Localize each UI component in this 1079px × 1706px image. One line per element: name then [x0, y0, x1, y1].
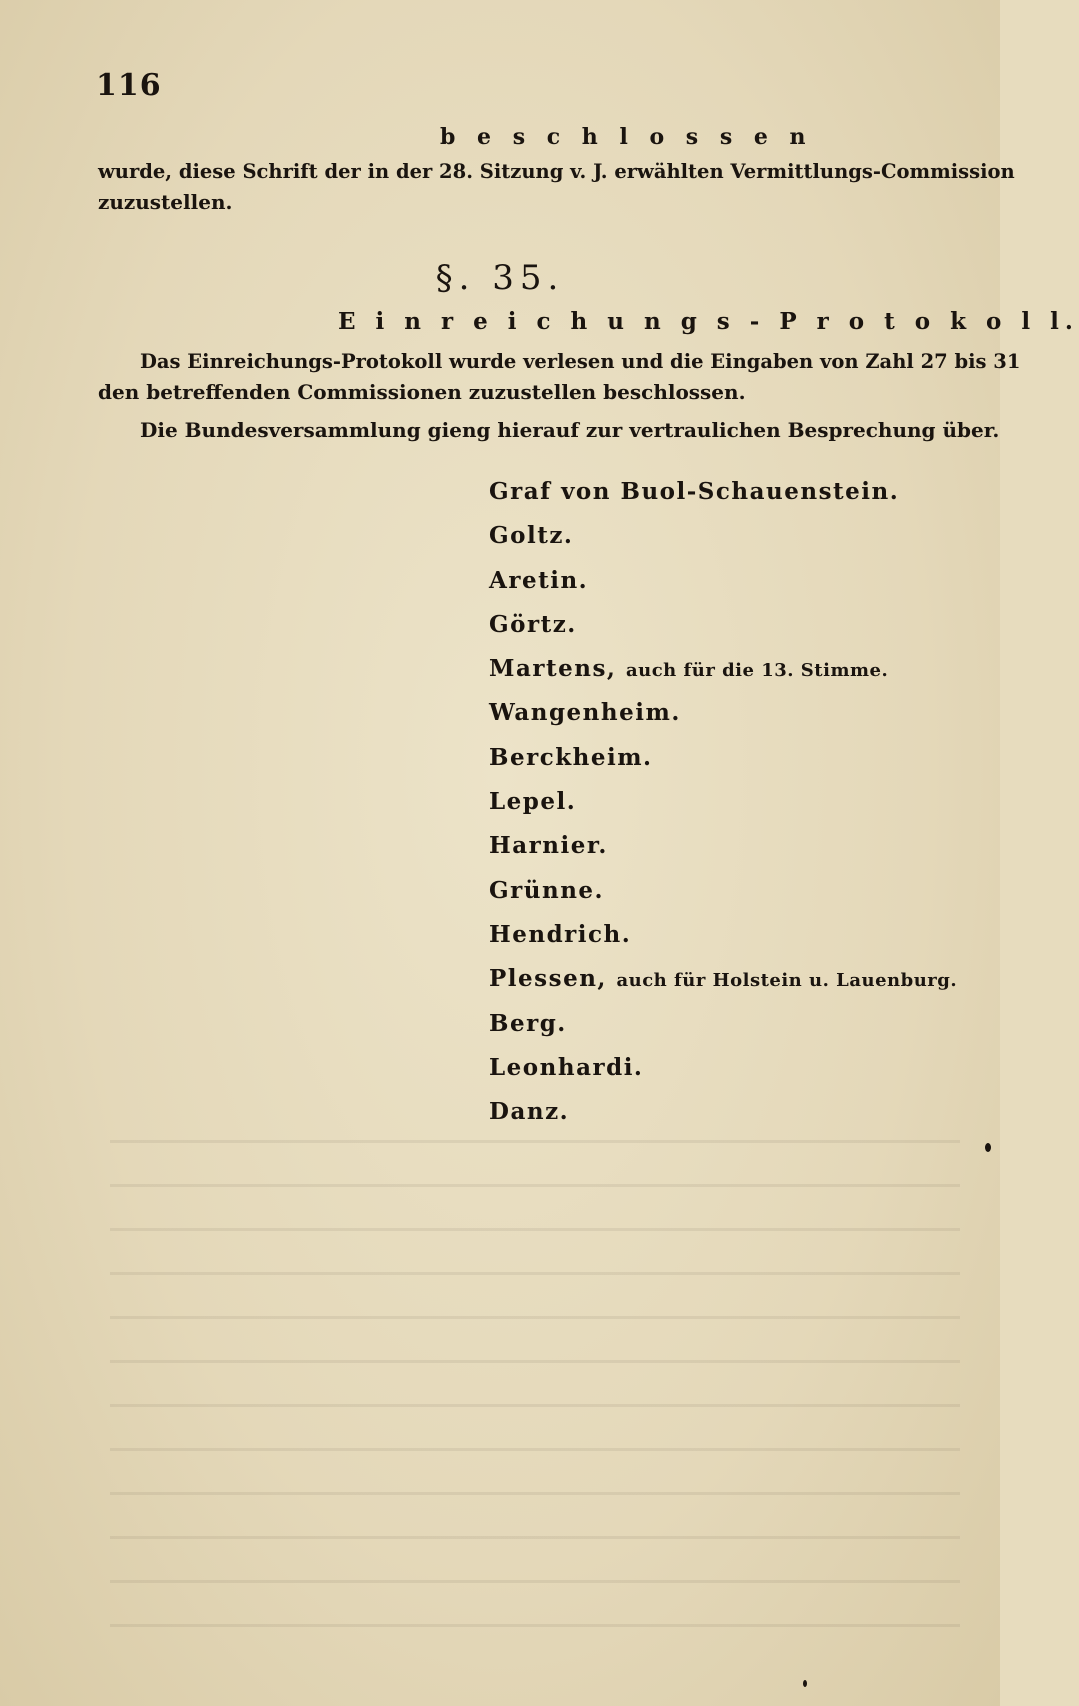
signatory-name: Plessen, [489, 965, 607, 993]
signature-line [489, 470, 957, 514]
section-number: §. 35. [435, 258, 565, 298]
signature-line [489, 559, 957, 603]
signatory-name: Grünne. [489, 876, 605, 904]
signatory-name: Harnier. [489, 832, 608, 860]
signatory-name: Leonhardi. [489, 1053, 644, 1081]
signature-line [489, 691, 957, 735]
show-through-text [110, 1140, 960, 1660]
signature-line [489, 913, 957, 957]
signatory-note: auch für die 13. Stimme. [625, 660, 889, 682]
page-number: 116 [96, 68, 162, 103]
resolution-heading: b e s c h l o s s e n [440, 124, 813, 150]
signature-line [489, 1046, 957, 1090]
signatory-name: Görtz. [489, 610, 577, 638]
signatory-name: Martens, [489, 655, 617, 683]
signature-line [489, 1002, 957, 1046]
signature-line [489, 647, 957, 691]
signature-line [489, 736, 957, 780]
signatory-name: Berg. [489, 1009, 567, 1037]
signatory-name: Hendrich. [489, 920, 632, 948]
signatory-name: Wangenheim. [489, 699, 681, 727]
signature-line [489, 869, 957, 913]
signatory-name: Aretin. [489, 566, 589, 594]
signature-line [489, 514, 957, 558]
signature-line [489, 780, 957, 824]
signatory-note: auch für Holstein u. Lauenburg. [616, 970, 958, 992]
signatory-name: Berckheim. [489, 743, 653, 771]
resolution-text-line-2: zuzustellen. [98, 190, 233, 214]
section-title: E i n r e i c h u n g s - P r o t o k o l l. [338, 308, 1079, 335]
signature-line [489, 824, 957, 868]
signature-line [489, 957, 957, 1001]
ink-speck [985, 1143, 991, 1152]
paragraph-1-line-1: Das Einreichungs-Protokoll wurde verlesen und die Eingaben von Zahl 27 bis 31 [140, 350, 1021, 373]
signatory-name: Goltz. [489, 522, 574, 550]
resolution-text-line-1: wurde, diese Schrift der in der 28. Sitzung v. J. erwählten Vermittlungs-Commission [98, 160, 1015, 183]
signature-line [489, 603, 957, 647]
signatory-name: Graf von Buol-Schauenstein. [489, 478, 900, 505]
ink-speck [803, 1680, 807, 1687]
signature-list [489, 470, 957, 1134]
signatory-name: Lepel. [489, 788, 577, 816]
paragraph-2: Die Bundesversammlung gieng hierauf zur vertraulichen Besprechung über. [140, 418, 1000, 442]
paragraph-1-line-2: den betreffenden Commissionen zuzustellen beschlossen. [98, 380, 746, 404]
signatory-name: Danz. [489, 1098, 570, 1126]
signature-line [489, 1090, 957, 1134]
